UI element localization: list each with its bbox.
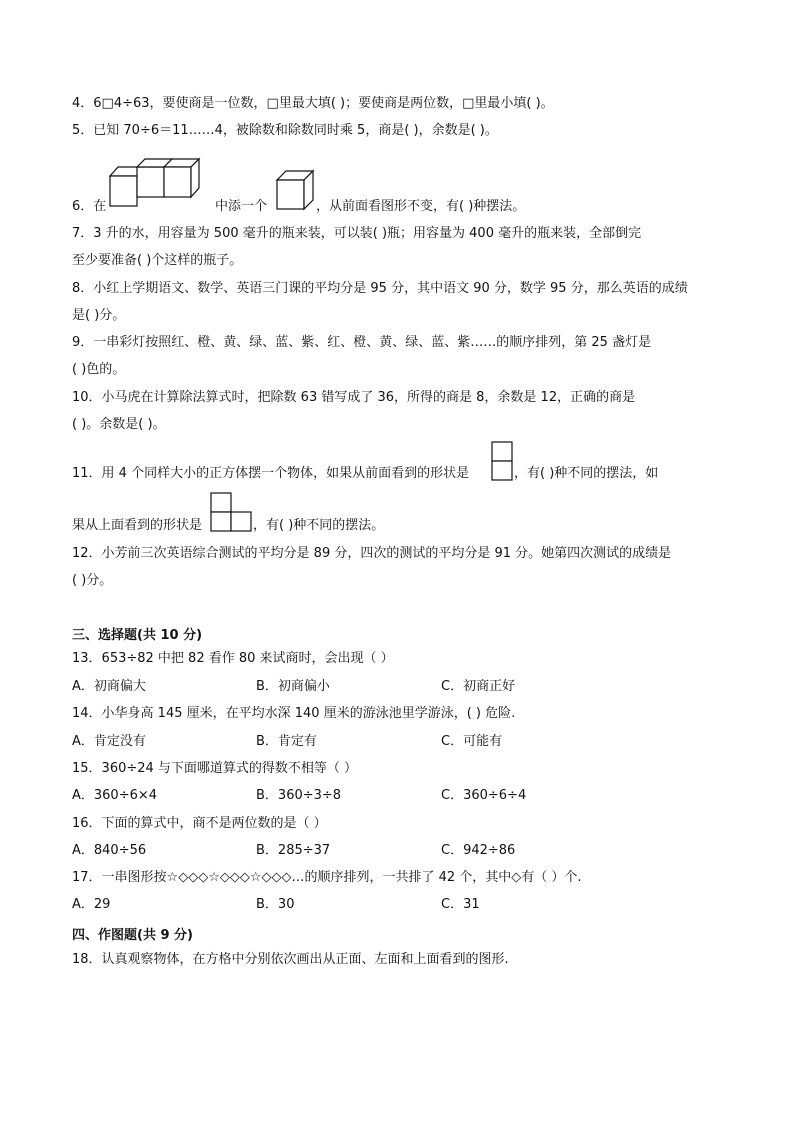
section-3-heading: 三、选择题(共 10 分) bbox=[72, 628, 203, 643]
q14-option-a[interactable]: A．肯定没有 bbox=[72, 734, 146, 749]
q7-line2: 至少要准备( )个这样的瓶子。 bbox=[72, 253, 243, 268]
q11-line2a: 果从上面看到的形状是 bbox=[72, 518, 203, 533]
q8-line2: 是( )分。 bbox=[72, 308, 126, 323]
q10-line2: ( )。余数是( )。 bbox=[72, 417, 166, 432]
q16-option-b[interactable]: B．285÷37 bbox=[256, 843, 331, 858]
single-cube-figure bbox=[276, 170, 316, 212]
q16-option-a[interactable]: A．840÷56 bbox=[72, 843, 147, 858]
q14-option-c[interactable]: C．可能有 bbox=[441, 734, 503, 749]
q15-option-b[interactable]: B．360÷3÷8 bbox=[256, 788, 342, 803]
q8-line1: 8．小红上学期语文、数学、英语三门课的平均分是 95 分，其中语文 90 分，数学 95 分，那么英语的成绩 bbox=[72, 281, 688, 296]
q15-option-c[interactable]: C．360÷6÷4 bbox=[441, 788, 527, 803]
q17-stem: 17．一串图形按☆◇◇◇☆◇◇◇☆◇◇◇…的顺序排列，一共排了 42 个，其中◇有（ ）个. bbox=[72, 870, 582, 885]
q17-option-c[interactable]: C．31 bbox=[441, 897, 480, 912]
q13-option-a[interactable]: A．初商偏大 bbox=[72, 679, 146, 694]
q6-suffix: ，从前面看图形不变，有( )种摆法。 bbox=[316, 199, 526, 214]
q7-line1: 7．3 升的水，用容量为 500 毫升的瓶来装，可以装( )瓶；用容量为 400 毫升的瓶来装，全部倒完 bbox=[72, 226, 642, 241]
q14-option-b[interactable]: B．肯定有 bbox=[256, 734, 317, 749]
q6-middle: 中添一个 bbox=[215, 199, 268, 214]
q10-line1: 10．小马虎在计算除法算式时，把除数 63 错写成了 36，所得的商是 8，余数是 12，正确的商是 bbox=[72, 390, 636, 405]
q13-option-c[interactable]: C．初商正好 bbox=[441, 679, 516, 694]
q13-stem: 13．653÷82 中把 82 看作 80 来试商时，会出现（ ） bbox=[72, 651, 394, 666]
q13-option-b[interactable]: B．初商偏小 bbox=[256, 679, 330, 694]
q15-option-a[interactable]: A．360÷6×4 bbox=[72, 788, 158, 803]
front-view-shape bbox=[491, 441, 515, 483]
q11-line1b: ，有( )种不同的摆法，如 bbox=[514, 466, 659, 481]
q16-stem: 16．下面的算式中，商不是两位数的是（ ） bbox=[72, 816, 327, 831]
section-4-heading: 四、作图题(共 9 分) bbox=[72, 928, 193, 943]
q14-stem: 14．小华身高 145 厘米，在平均水深 140 厘米的游泳池里学游泳，( ) 危险. bbox=[72, 706, 516, 721]
q12-line1: 12．小芳前三次英语综合测试的平均分是 89 分，四次的测试的平均分是 91 分。她第四次测试的成绩是 bbox=[72, 546, 672, 561]
q9-line1: 9．一串彩灯按照红、橙、黄、绿、蓝、紫、红、橙、黄、绿、蓝、紫……的顺序排列，第 25 盏灯是 bbox=[72, 335, 652, 350]
q18: 18．认真观察物体，在方格中分别依次画出从正面、左面和上面看到的图形. bbox=[72, 952, 509, 967]
q4: 4．6□4÷63，要使商是一位数，□里最大填( )；要使商是两位数，□里最小填( )。 bbox=[72, 96, 554, 111]
three-cubes-figure bbox=[109, 158, 209, 210]
q11-line1a: 11．用 4 个同样大小的正方体摆一个物体，如果从前面看到的形状是 bbox=[72, 466, 470, 481]
q16-option-c[interactable]: C．942÷86 bbox=[441, 843, 516, 858]
q15-stem: 15．360÷24 与下面哪道算式的得数不相等（ ） bbox=[72, 761, 358, 776]
q17-option-b[interactable]: B．30 bbox=[256, 897, 295, 912]
q12-line2: ( )分。 bbox=[72, 573, 113, 588]
q17-option-a[interactable]: A．29 bbox=[72, 897, 111, 912]
q6-prefix: 6．在 bbox=[72, 199, 107, 214]
q5: 5．已知 70÷6＝11……4，被除数和除数同时乘 5，商是( )，余数是( )。 bbox=[72, 123, 498, 138]
top-view-shape bbox=[210, 492, 254, 534]
q9-line2: ( )色的。 bbox=[72, 362, 126, 377]
q11-line2b: ，有( )种不同的摆法。 bbox=[253, 518, 385, 533]
